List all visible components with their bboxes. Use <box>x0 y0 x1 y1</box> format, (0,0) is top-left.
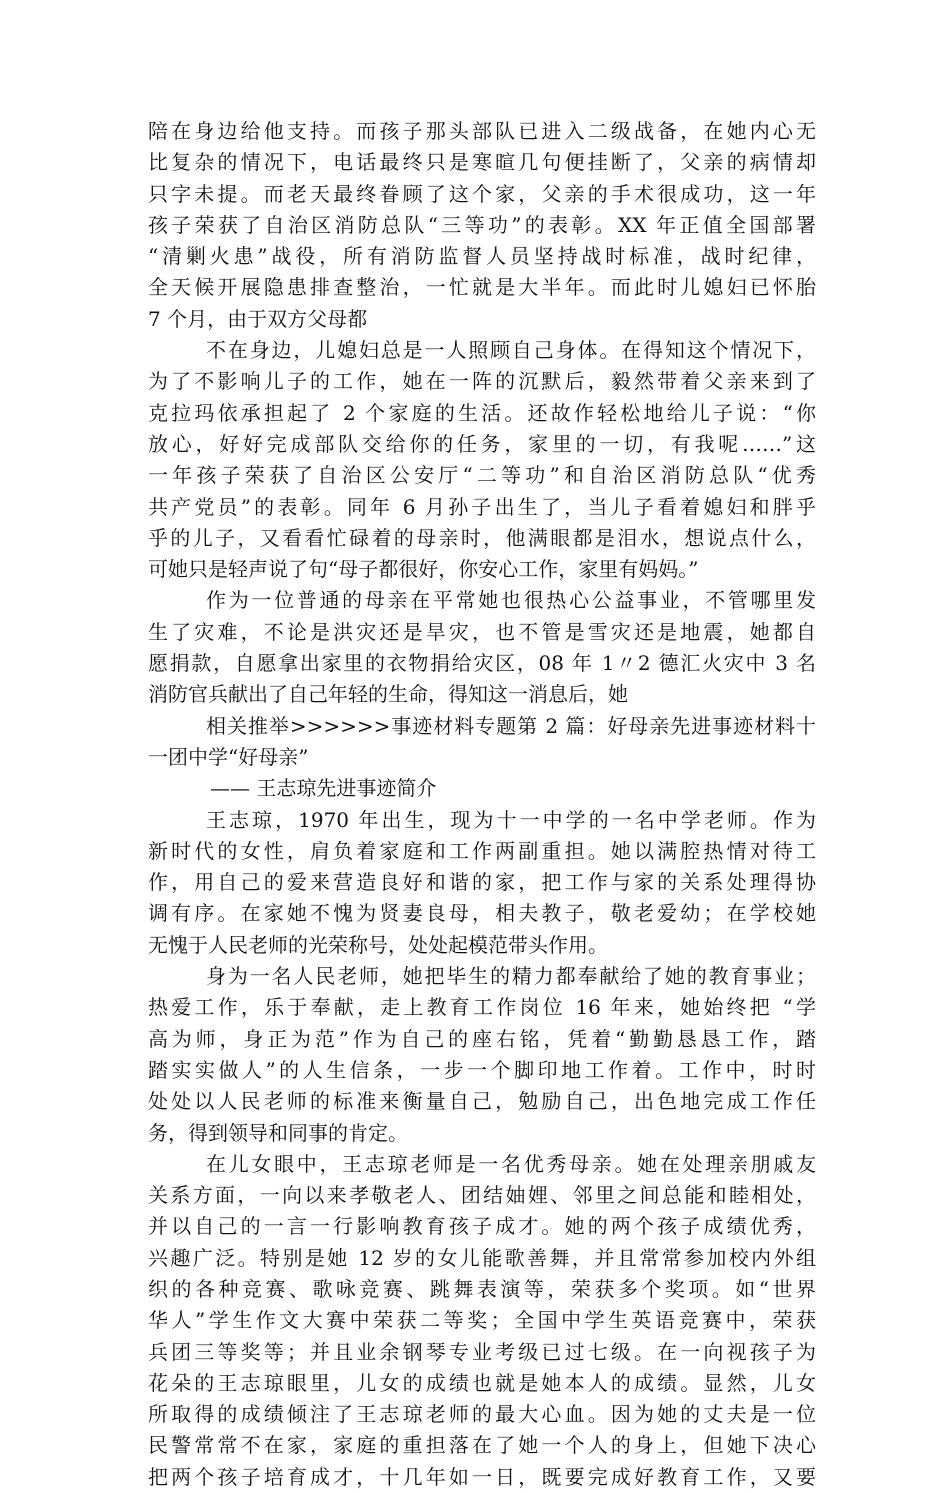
text-line: 高为师，身正为范”作为自己的座右铭，凭着“勤勤恳恳工作，踏 <box>148 1026 816 1051</box>
text-line: 只字未提。而老天最终眷顾了这个家，父亲的手术很成功，这一年 <box>148 181 816 206</box>
paragraph-start-line: 不在身边，儿媳妇总是一人照顾自己身体。在得知这个情况下， <box>206 338 816 363</box>
paragraph-start-line: 王志琼，1970 年出生，现为十一中学的一名中学老师。作为 <box>206 807 816 832</box>
text-line: 兵团三等奖等；并且业余钢琴专业考级已过七级。在一向视孩子为 <box>148 1339 816 1364</box>
subtitle-line: —— 王志琼先进事迹简介 <box>210 776 437 801</box>
text-line: 关系方面，一向以来孝敬老人、团结妯娌、邻里之间总能和睦相处， <box>148 1183 816 1208</box>
text-line: 7 个月，由于双方父母都 <box>148 306 368 331</box>
paragraph-start-line: 作为一位普通的母亲在平常她也很热心公益事业，不管哪里发 <box>206 588 816 613</box>
paragraph-start-line: 身为一名人民老师，她把毕生的精力都奉献给了她的教育事业； <box>206 964 816 989</box>
text-line: 踏实实做人”的人生信条，一步一个脚印地工作着。工作中，时时 <box>148 1057 816 1082</box>
text-line: 所取得的成绩倾注了王志琼老师的最大心血。因为她的丈夫是一位 <box>148 1402 816 1427</box>
text-line: 为了不影响儿子的工作，她在一阵的沉默后，毅然带着父亲来到了 <box>148 369 816 394</box>
text-line: 热爱工作，乐于奉献，走上教育工作岗位 16 年来，她始终把 “学 <box>148 995 816 1020</box>
text-line: 消防官兵献出了自己年轻的生命，得知这一消息后，她 <box>148 682 628 707</box>
text-line: 并以自己的一言一行影响教育孩子成才。她的两个孩子成绩优秀， <box>148 1214 816 1239</box>
text-line: 花朵的王志琼眼里，儿女的成绩也就是她本人的成绩。显然，儿女 <box>148 1370 816 1395</box>
text-line: 愿捐款，自愿拿出家里的衣物捐给灾区，08 年 1〃2 德汇火灾中 3 名 <box>148 651 816 676</box>
document-body <box>148 116 816 1493</box>
text-line: 新时代的女性，肩负着家庭和工作两副重担。她以满腔热情对待工 <box>148 838 816 863</box>
text-line: 生了灾难，不论是洪灾还是旱灾，也不管是雪灾还是地震，她都自 <box>148 619 816 644</box>
text-line: 兴趣广泛。特别是她 12 岁的女儿能歌善舞，并且常常参加校内外组 <box>148 1245 816 1270</box>
related-heading-line: 相关推举>>>>>>事迹材料专题第 2 篇：好母亲先进事迹材料十 <box>206 713 816 738</box>
text-line: 作，用自己的爱来营造良好和谐的家，把工作与家的关系处理得协 <box>148 870 816 895</box>
text-line: 放心，好好完成部队交给你的任务，家里的一切，有我呢……”这 <box>148 431 816 456</box>
text-line: 务，得到领导和同事的肯定。 <box>148 1120 408 1145</box>
text-line: 可她只是轻声说了句“母子都很好，你安心工作，家里有妈妈。” <box>148 557 699 582</box>
text-line: 克拉玛依承担起了 2 个家庭的生活。还故作轻松地给儿子说：“你 <box>148 400 816 425</box>
text-line: 比复杂的情况下，电话最终只是寒暄几句便挂断了，父亲的病情却 <box>148 150 816 175</box>
text-line: 调有序。在家她不愧为贤妻良母，相夫教子，敬老爱幼；在学校她 <box>148 901 816 926</box>
text-line: 华人”学生作文大赛中荣获二等奖；全国中学生英语竞赛中，荣获 <box>148 1308 816 1333</box>
related-heading-line: 一团中学“好母亲” <box>148 744 309 769</box>
text-line: 共产党员”的表彰。同年 6 月孙子出生了，当儿子看着媳妇和胖乎 <box>148 494 816 519</box>
text-line: 把两个孩子培育成才，十几年如一日，既要完成好教育工作，又要 <box>148 1464 816 1489</box>
text-line: 全天候开展隐患排查整治，一忙就是大半年。而此时儿媳妇已怀胎 <box>148 275 816 300</box>
text-line: 无愧于人民老师的光荣称号，处处起模范带头作用。 <box>148 932 608 957</box>
text-line: 陪在身边给他支持。而孩子那头部队已进入二级战备，在她内心无 <box>148 119 816 143</box>
text-line: 一年孩子荣获了自治区公安厅“二等功”和自治区消防总队“优秀 <box>148 463 816 488</box>
text-line: 织的各种竞赛、歌咏竞赛、跳舞表演等，荣获多个奖项。如“世界 <box>148 1276 816 1301</box>
text-line: 民警常常不在家，家庭的重担落在了她一个人的身上，但她下决心 <box>148 1433 816 1458</box>
paragraph-start-line: 在儿女眼中，王志琼老师是一名优秀母亲。她在处理亲朋戚友 <box>206 1151 816 1176</box>
text-line: “清剿火患”战役，所有消防监督人员坚持战时标准，战时纪律， <box>148 244 816 269</box>
text-line: 孩子荣获了自治区消防总队“三等功”的表彰。XX 年正值全国部署 <box>148 212 816 237</box>
text-line: 处处以人民老师的标准来衡量自己，勉励自己，出色地完成工作任 <box>148 1089 816 1114</box>
text-line: 乎的儿子，又看看忙碌着的母亲时，他满眼都是泪水，想说点什么， <box>148 525 816 550</box>
